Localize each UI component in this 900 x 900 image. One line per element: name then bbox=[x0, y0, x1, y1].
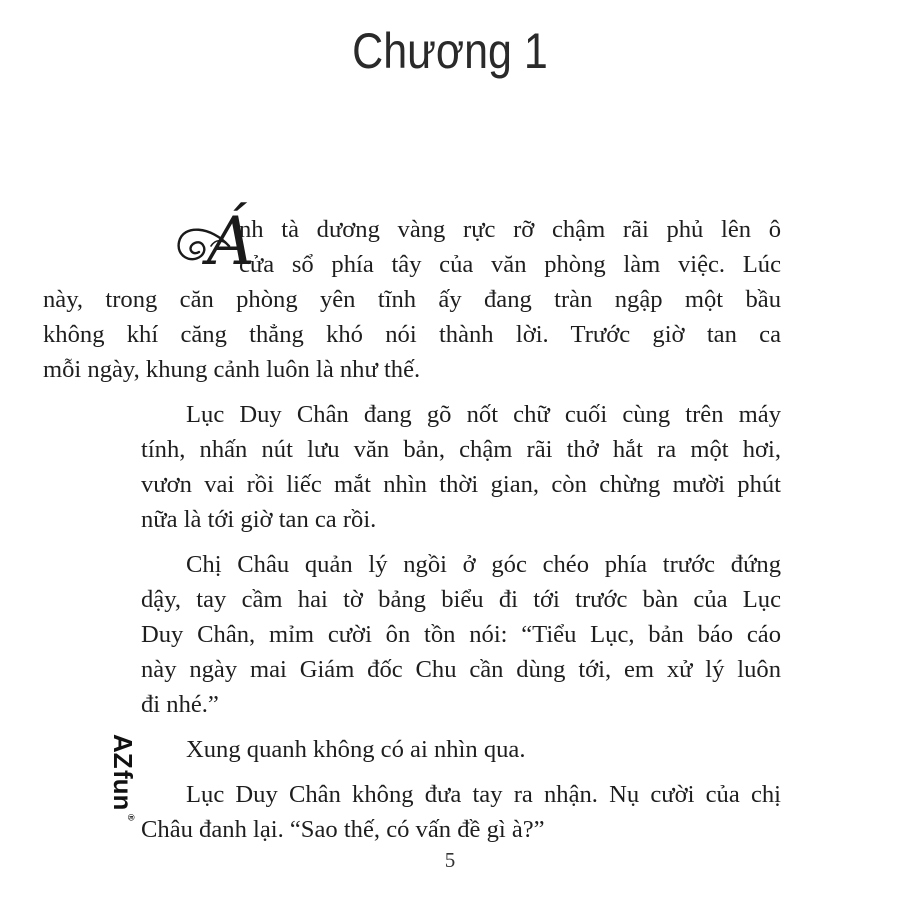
text-line: này ngày mai Giám đốc Chu cần dùng tới, em xử lý luôn bbox=[141, 656, 781, 683]
text-line: nh tà dương vàng rực rỡ chậm rãi phủ lên ô bbox=[239, 216, 781, 243]
text-line: mỗi ngày, khung cảnh luôn là như thế. bbox=[43, 356, 421, 383]
page-number: 5 bbox=[444, 848, 456, 872]
publisher-logo bbox=[84, 732, 138, 822]
drop-cap bbox=[141, 203, 255, 282]
paragraph-5 bbox=[141, 777, 781, 847]
logo-suffix: fun bbox=[108, 770, 138, 811]
paragraph-4 bbox=[141, 732, 781, 767]
text-line: này, trong căn phòng yên tĩnh ấy đang tràn ngập một bầu bbox=[43, 286, 781, 313]
text-line: tính, nhấn nút lưu văn bản, chậm rãi thở hắt ra một hơi, bbox=[141, 436, 781, 463]
publisher-logo-icon bbox=[84, 732, 138, 822]
text-line: Châu đanh lại. “Sao thế, có vấn đề gì à?” bbox=[141, 816, 545, 843]
text-line: Xung quanh không có ai nhìn qua. bbox=[186, 736, 526, 763]
text-line: cửa sổ phía tây của văn phòng làm việc. Lúc bbox=[239, 251, 781, 278]
drop-cap-letter: Á bbox=[207, 203, 255, 280]
text-line: Chị Châu quản lý ngồi ở góc chéo phía trước đứng bbox=[186, 551, 781, 578]
text-line: nữa là tới giờ tan ca rồi. bbox=[141, 506, 377, 533]
text-line: Duy Chân, mỉm cười ôn tồn nói: “Tiểu Lục, bản báo cáo bbox=[141, 621, 781, 648]
logo-registered-mark: ® bbox=[126, 814, 136, 821]
text-line: Lục Duy Chân không đưa tay ra nhận. Nụ cười của chị bbox=[186, 781, 781, 808]
paragraph-1 bbox=[43, 203, 781, 387]
chapter-title: Chương 1 bbox=[352, 23, 548, 79]
logo-text: AZ bbox=[108, 734, 138, 769]
paragraph-2 bbox=[141, 397, 781, 537]
text-line: vươn vai rồi liếc mắt nhìn thời gian, còn chừng mười phút bbox=[141, 471, 781, 498]
text-line: đi nhé.” bbox=[141, 691, 219, 718]
text-line: Lục Duy Chân đang gõ nốt chữ cuối cùng trên máy bbox=[186, 401, 781, 428]
text-line: dậy, tay cầm hai tờ bảng biểu đi tới trước bàn của Lục bbox=[141, 586, 781, 613]
paragraph-3 bbox=[141, 547, 781, 722]
text-line: không khí căng thẳng khó nói thành lời. Trước giờ tan ca bbox=[43, 321, 781, 348]
